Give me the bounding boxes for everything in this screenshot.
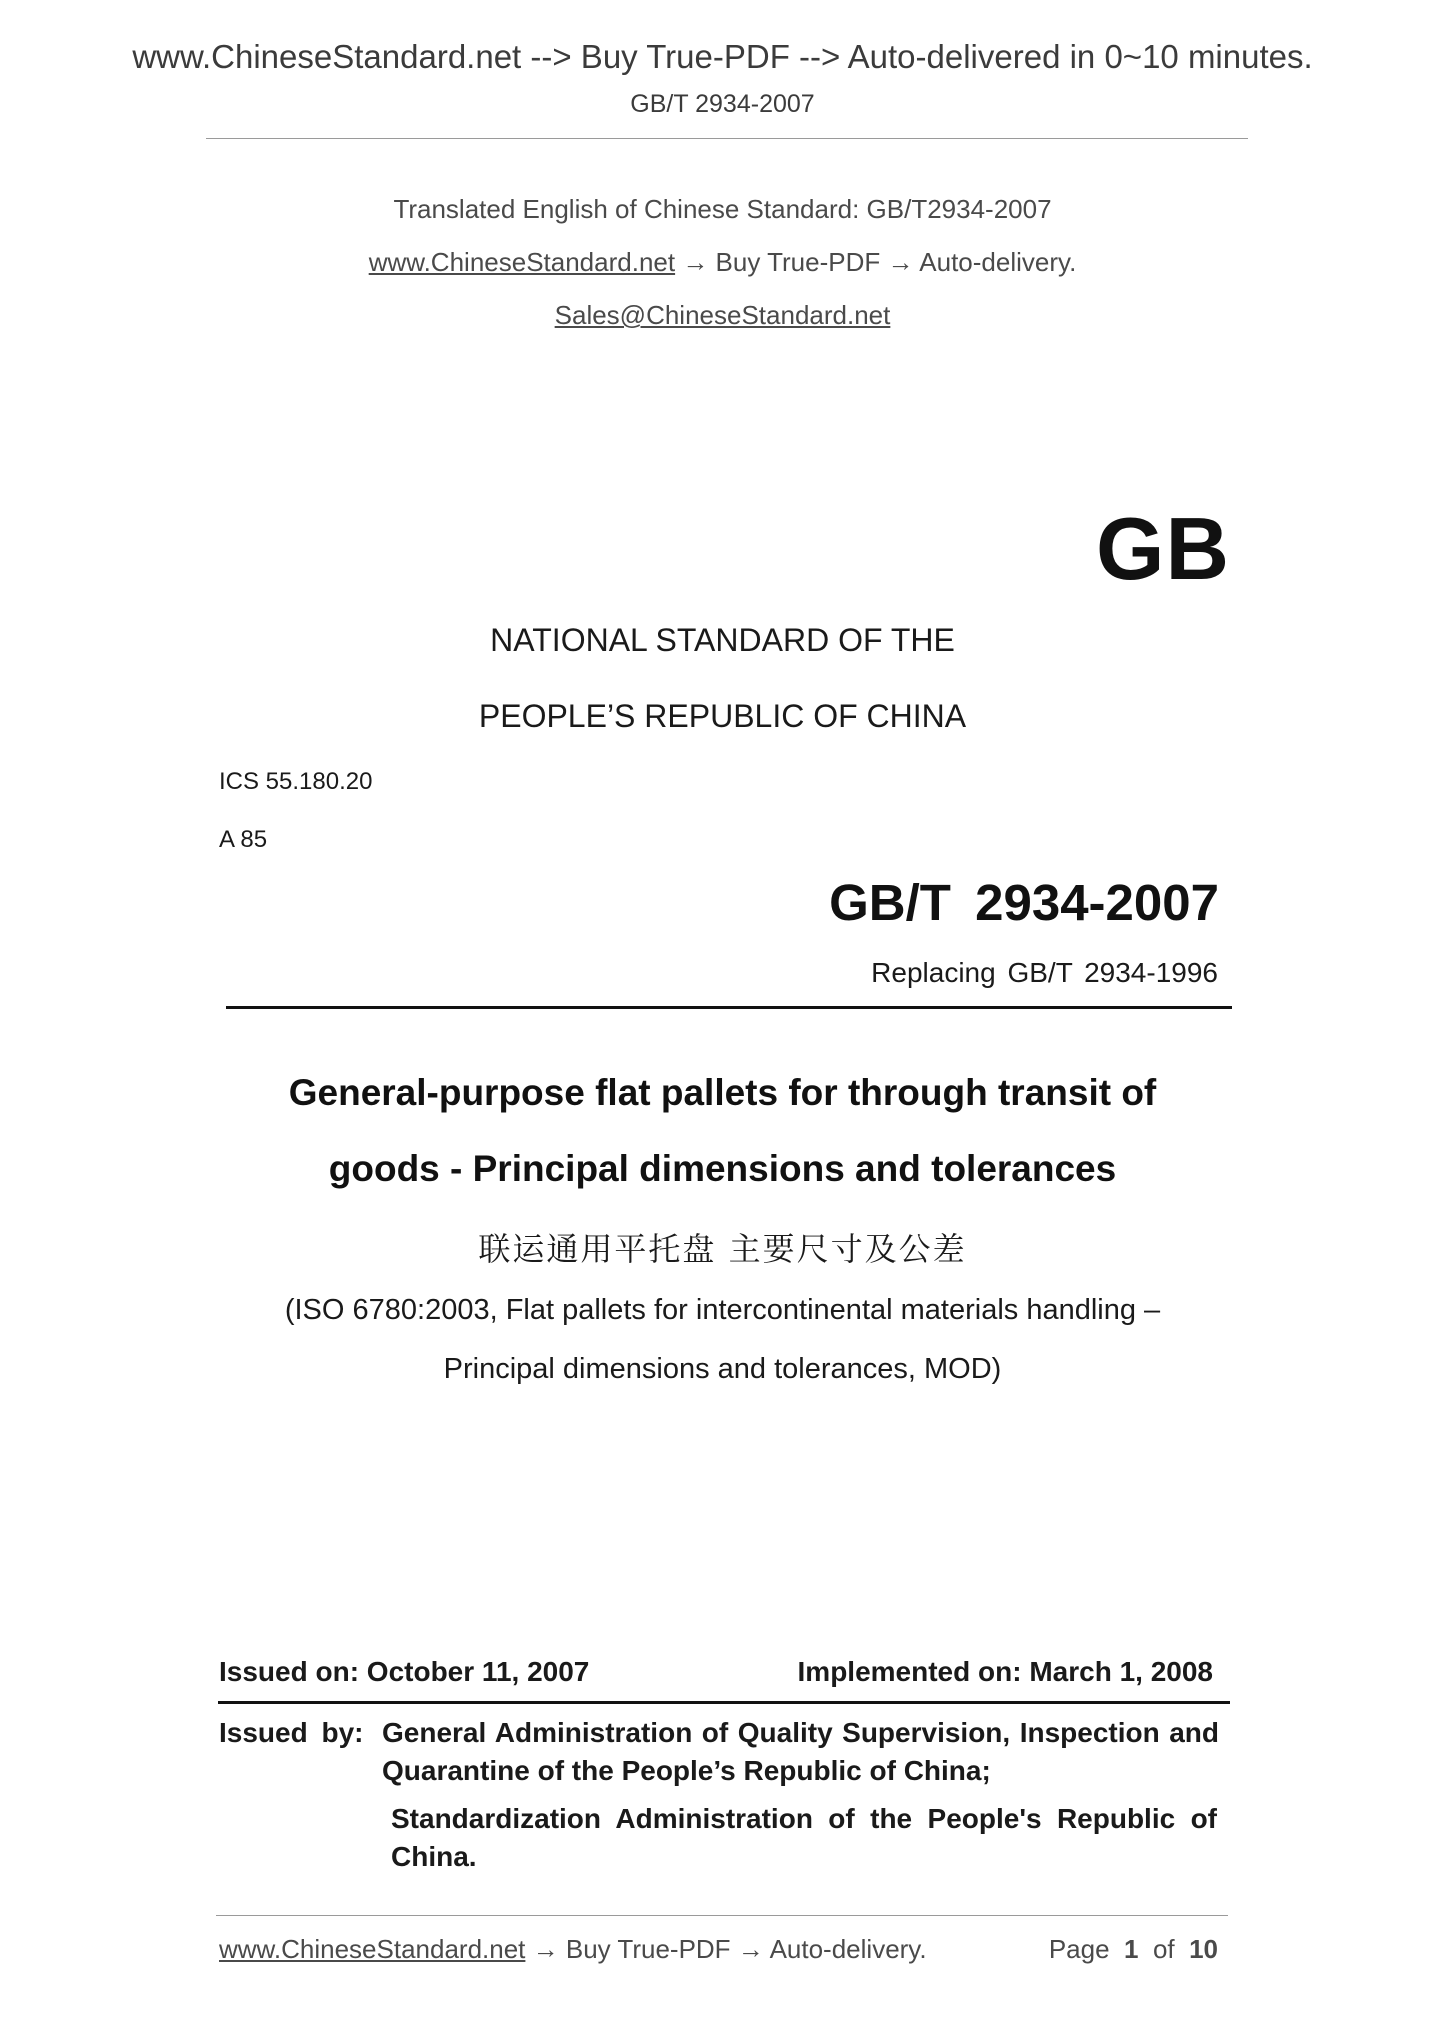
footer-promo-text: → Buy True-PDF → Auto-delivery. — [525, 1934, 927, 1964]
header-divider — [206, 138, 1248, 139]
footer-site-link[interactable]: www.ChineseStandard.net — [219, 1934, 526, 1964]
ics-code: ICS 55.180.20 — [219, 768, 373, 795]
issuing-org-1: General Administration of Quality Supervision, Inspection and Quarantine of the People’s Republic of China; — [382, 1717, 1219, 1786]
header-standard-code: GB/T 2934-2007 — [630, 90, 815, 118]
promo-line — [0, 247, 1445, 278]
sales-email-link[interactable]: Sales@ChineseStandard.net — [554, 300, 891, 330]
issuing-org-2: Standardization Administration of the People's Republic of China. — [391, 1803, 1217, 1872]
issued-by-label: Issued by: — [219, 1717, 364, 1748]
top-banner: www.ChineseStandard.net --> Buy True-PDF --> Auto-delivered in 0~10 minutes. — [132, 38, 1313, 75]
site-link[interactable]: www.ChineseStandard.net — [368, 247, 676, 277]
title-line1: General-purpose flat pallets for through transit of — [288, 1072, 1157, 1113]
footer-promo — [219, 1934, 927, 1965]
title-chinese: 联运通用平托盘 主要尺寸及公差 — [478, 1230, 967, 1268]
page-total: 10 — [1189, 1934, 1218, 1964]
issued-on-date: Issued on: October 11, 2007 — [219, 1656, 590, 1687]
iso-reference-line1: (ISO 6780:2003, Flat pallets for intercontinental materials handling – — [284, 1294, 1161, 1326]
national-standard-line2: PEOPLE’S REPUBLIC OF CHINA — [478, 698, 967, 734]
title-divider — [226, 1006, 1232, 1009]
gb-mark: GB — [1096, 499, 1230, 598]
implemented-on-date: Implemented on: March 1, 2008 — [797, 1656, 1213, 1687]
promo-text: → Buy True-PDF → Auto-delivery. — [675, 247, 1077, 277]
ccs-code: A 85 — [219, 826, 268, 853]
footer-divider — [216, 1915, 1228, 1916]
of-word: of — [1152, 1934, 1175, 1964]
replacing-note: Replacing GB/T 2934-1996 — [871, 957, 1218, 988]
iso-reference-line2: Principal dimensions and tolerances, MOD) — [443, 1353, 1002, 1385]
national-standard-line1: NATIONAL STANDARD OF THE — [490, 622, 955, 658]
translated-notice: Translated English of Chinese Standard: GB/T2934-2007 — [393, 194, 1052, 224]
standard-code: GB/T 2934-2007 — [829, 874, 1219, 931]
page-word: Page — [1048, 1934, 1110, 1964]
issue-divider — [218, 1701, 1230, 1704]
page-number: 1 — [1124, 1934, 1139, 1964]
page-indicator — [1049, 1934, 1218, 1965]
sales-line — [0, 300, 1445, 331]
title-line2: goods - Principal dimensions and tolerances — [328, 1148, 1117, 1189]
